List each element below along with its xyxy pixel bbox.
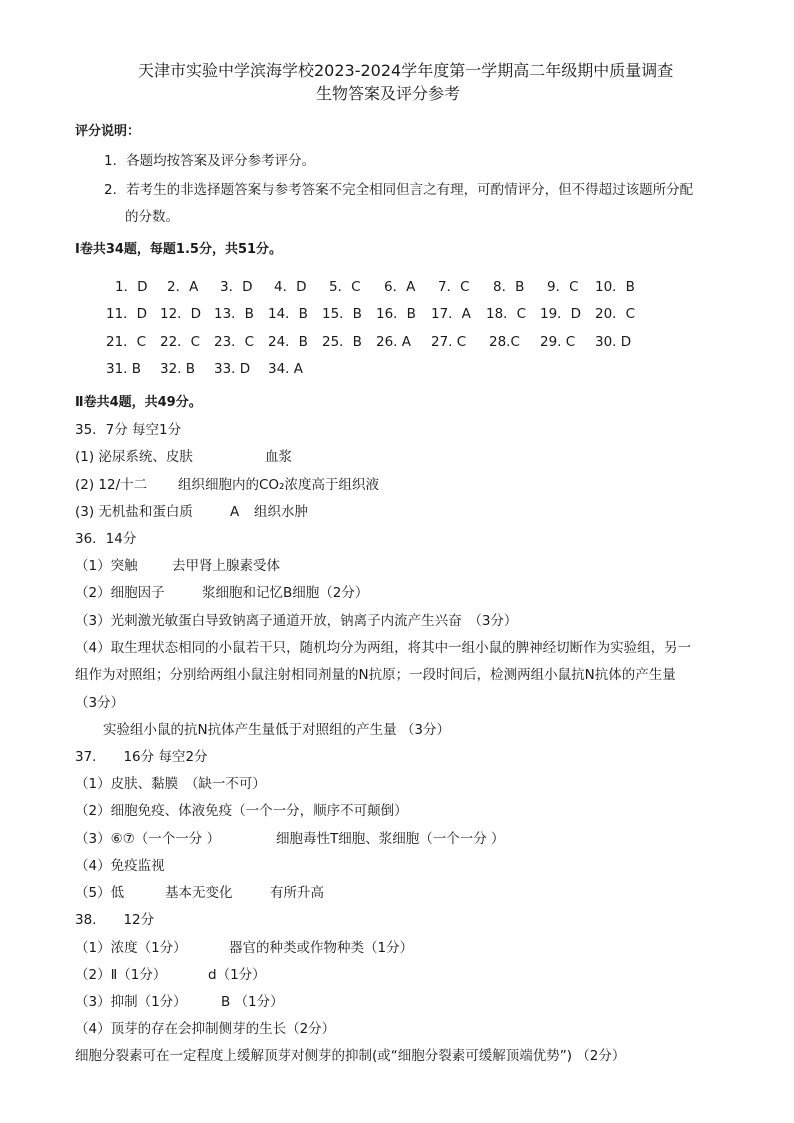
q38-answer-1b: 器官的种类或作物种类（1分） (229, 940, 414, 956)
q36-answer-2b: 浆细胞和记忆B细胞（2分） (202, 585, 369, 601)
q35-answer-3a: (3) 无机盐和蛋白质 (75, 504, 193, 520)
answer-item: 34. A (268, 361, 303, 377)
q36-answer-4: （4）取生理状态相同的小鼠若干只，随机均分为两组，将其中一组小鼠的脾神经切断作为实验组，另一 (75, 640, 692, 656)
answer-item: 5．C (329, 279, 361, 295)
q38-answer-5: 细胞分裂素可在一定程度上缓解顶芽对侧芽的抑制(或“细胞分裂素可缓解顶端优势”) （2分） (75, 1048, 626, 1064)
q37-heading: 37. 16分 每空2分 (75, 749, 208, 765)
q37-answer-3b: 细胞毒性T细胞、浆细胞（一个一分 ） (276, 831, 505, 847)
part2-heading: Ⅱ卷共4题，共49分。 (75, 395, 202, 410)
instruction-item-2: 2．若考生的非选择题答案与参考答案不完全相同但言之有理，可酌情评分，但不得超过该题所分配 (104, 182, 694, 198)
answer-item: 13．B (214, 306, 254, 322)
q38-answer-1a: （1）浓度（1分） (75, 940, 187, 956)
answer-item: 25．B (322, 334, 362, 350)
answer-item: 30. D (595, 334, 632, 350)
answer-item: 23．C (214, 334, 255, 350)
instruction-item-2-cont: 的分数。 (125, 209, 179, 225)
answer-item: 21．C (106, 334, 147, 350)
answer-item: 28.C (489, 334, 520, 350)
answer-item: 16．B (376, 306, 416, 322)
answer-item: 6．A (384, 279, 416, 295)
q37-answer-4: （4）免疫监视 (75, 858, 165, 874)
answer-item: 17．A (431, 306, 471, 322)
q36-answer-1a: （1）突触 (75, 558, 138, 574)
q36-answer-4-score: （3分） (75, 695, 125, 711)
answer-item: 7．C (438, 279, 470, 295)
q38-answer-2b: d（1分） (208, 967, 266, 983)
answer-item: 18．C (486, 306, 527, 322)
q37-answer-5a: （5）低 (75, 885, 125, 901)
answer-item: 3．D (220, 279, 253, 295)
q35-answer-2a: (2) 12/十二 (75, 477, 148, 493)
q38-answer-3a: （3）抑制（1分） (75, 994, 187, 1010)
q35-answer-1b: 血浆 (265, 449, 292, 465)
answer-item: 32. B (160, 361, 196, 377)
q37-answer-5b: 基本无变化 (165, 885, 233, 901)
q35-heading: 35．7分 每空1分 (75, 422, 182, 438)
part1-heading: Ⅰ卷共34题，每题1.5分，共51分。 (75, 242, 283, 257)
page-subtitle: 生物答案及评分参考 (316, 84, 461, 103)
q35-answer-1a: (1) 泌尿系统、皮肤 (75, 449, 193, 465)
q35-answer-2b: 组织细胞内的CO₂浓度高于组织液 (178, 477, 379, 493)
answer-item: 22．C (160, 334, 201, 350)
answer-item: 24．B (268, 334, 308, 350)
answer-item: 11．D (106, 306, 148, 322)
answer-item: 14．B (268, 306, 308, 322)
q36-answer-4-cont: 组作为对照组；分别给两组小鼠注射相同剂量的N抗原；一段时间后，检测两组小鼠抗N抗体的产生量 (75, 667, 676, 683)
q36-answer-2a: （2）细胞因子 (75, 585, 165, 601)
answer-item: 20．C (595, 306, 636, 322)
q36-answer-5: 实验组小鼠的抗N抗体产生量低于对照组的产生量 （3分） (103, 722, 450, 738)
q38-answer-4: （4）顶芽的存在会抑制侧芽的生长（2分） (75, 1021, 336, 1037)
answer-item: 9．C (547, 279, 579, 295)
answer-item: 33. D (214, 361, 251, 377)
answer-item: 31. B (106, 361, 142, 377)
answer-item: 2．A (167, 279, 199, 295)
q37-answer-3a: （3）⑥⑦（一个一分 ） (75, 831, 221, 847)
answer-item: 8．B (493, 279, 525, 295)
q38-heading: 38. 12分 (75, 912, 155, 928)
answer-item: 12．D (160, 306, 202, 322)
q38-answer-2a: （2）Ⅱ（1分） (75, 967, 167, 983)
q37-answer-5c: 有所升高 (270, 885, 324, 901)
q38-answer-3b: B （1分） (221, 994, 284, 1010)
q36-answer-1b: 去甲肾上腺素受体 (172, 558, 280, 574)
q37-answer-2: （2）细胞免疫、体液免疫（一个一分，顺序不可颠倒） (75, 803, 408, 819)
instructions-heading: 评分说明： (75, 124, 141, 139)
answer-item: 15．B (322, 306, 362, 322)
page-title: 天津市实验中学滨海学校2023-2024学年度第一学期高二年级期中质量调查 (138, 61, 674, 80)
q36-heading: 36．14分 (75, 531, 137, 547)
answer-item: 29. C (540, 334, 576, 350)
answer-item: 1．D (115, 279, 148, 295)
answer-item: 27. C (431, 334, 467, 350)
answer-item: 19．D (540, 306, 582, 322)
q36-answer-3: （3）光刺激光敏蛋白导致钠离子通道开放，钠离子内流产生兴奋 （3分） (75, 613, 518, 629)
q37-answer-1: （1）皮肤、黏膜 （缺一不可） (75, 776, 266, 792)
q35-answer-3c: 组织水肿 (254, 504, 308, 520)
answer-item: 26. A (376, 334, 411, 350)
instruction-item-1: 1．各题均按答案及评分参考评分。 (104, 153, 316, 169)
answer-item: 4．D (274, 279, 307, 295)
answer-item: 10．B (595, 279, 635, 295)
q35-answer-3b: A (230, 504, 240, 520)
